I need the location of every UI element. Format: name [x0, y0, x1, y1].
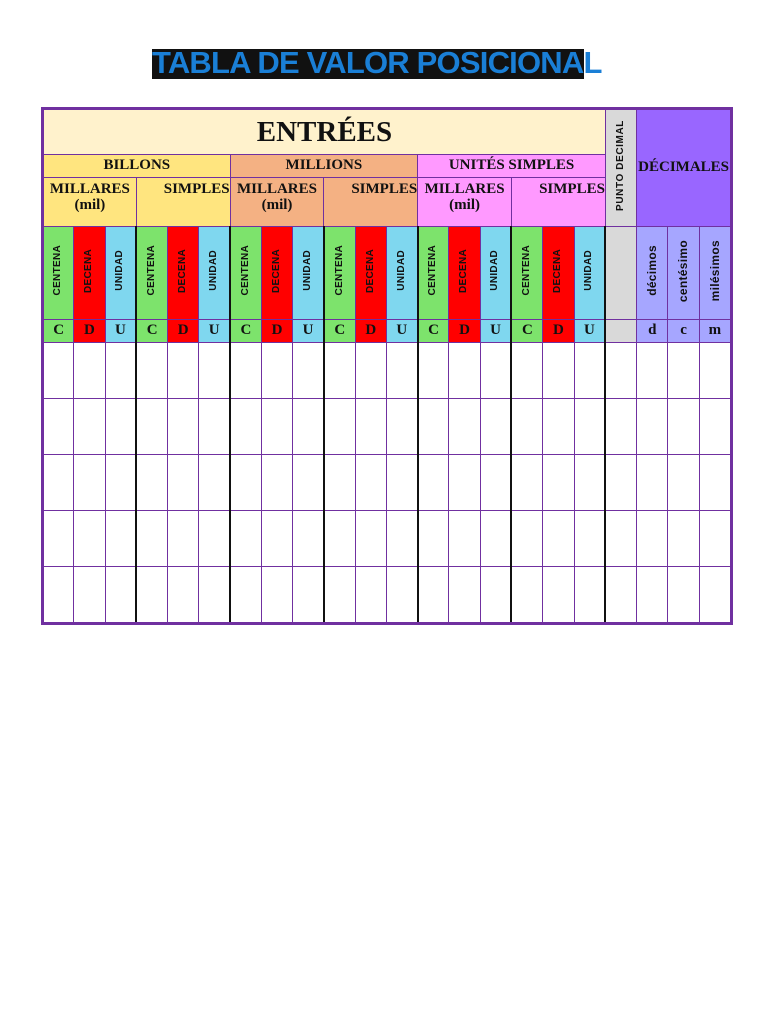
punto-decimal-cell: [605, 320, 636, 343]
column-names-row: [43, 227, 732, 320]
entry-cell[interactable]: [355, 511, 386, 567]
entry-cell[interactable]: [511, 455, 542, 511]
entry-cell[interactable]: [105, 399, 136, 455]
entry-cell[interactable]: [386, 455, 417, 511]
entry-cell[interactable]: [699, 511, 731, 567]
col-name-decena: DECENA: [355, 227, 386, 320]
entry-cell[interactable]: [136, 567, 167, 624]
entry-cell[interactable]: [637, 343, 668, 399]
entry-cell[interactable]: [386, 343, 417, 399]
col-name-unidad: UNIDAD: [574, 227, 605, 320]
millions-millares: MILLARES (mil): [230, 178, 324, 227]
entry-cell[interactable]: [74, 567, 105, 624]
col-name-unidad: UNIDAD: [105, 227, 136, 320]
entry-cell[interactable]: [480, 567, 511, 624]
entry-cell[interactable]: [168, 511, 199, 567]
col-letter-d: D: [261, 320, 292, 343]
col-letter-u: U: [199, 320, 230, 343]
entry-cell[interactable]: [449, 511, 480, 567]
entry-cell[interactable]: [511, 567, 542, 624]
entry-cell[interactable]: [324, 399, 355, 455]
col-letter-d: D: [168, 320, 199, 343]
entry-cell[interactable]: [293, 567, 324, 624]
col-letter-c: c: [668, 320, 699, 343]
table-row: [43, 511, 732, 567]
entry-cell[interactable]: [480, 511, 511, 567]
table-row: [43, 343, 732, 399]
entry-cell[interactable]: [199, 399, 230, 455]
entry-cell[interactable]: [199, 567, 230, 624]
entry-cell[interactable]: [324, 567, 355, 624]
entry-cell[interactable]: [105, 455, 136, 511]
col-letter-c: C: [324, 320, 355, 343]
col-name-centésimo: centésimo: [668, 227, 699, 320]
col-name-unidad: UNIDAD: [293, 227, 324, 320]
entry-cell[interactable]: [261, 343, 292, 399]
entry-cell[interactable]: [261, 399, 292, 455]
entry-cell[interactable]: [43, 455, 74, 511]
entry-cell[interactable]: [699, 399, 731, 455]
entry-cell[interactable]: [386, 399, 417, 455]
entry-cell[interactable]: [637, 455, 668, 511]
col-name-centena: CENTENA: [136, 227, 167, 320]
entry-cell[interactable]: [261, 455, 292, 511]
col-name-decena: DECENA: [168, 227, 199, 320]
group-billons: BILLONS: [43, 155, 231, 178]
col-name-unidad: UNIDAD: [480, 227, 511, 320]
column-letters-row: [43, 320, 732, 343]
col-name-decena: DECENA: [543, 227, 574, 320]
punto-decimal-cell: [605, 227, 636, 320]
entry-cell[interactable]: [418, 399, 449, 455]
entry-cell[interactable]: [574, 343, 605, 399]
col-name-décimos: décimos: [637, 227, 668, 320]
col-letter-c: C: [418, 320, 449, 343]
entry-cell[interactable]: [230, 399, 261, 455]
entry-cell[interactable]: [418, 455, 449, 511]
entry-cell[interactable]: [230, 567, 261, 624]
entry-cell[interactable]: [480, 343, 511, 399]
group-unites-simples: UNITÉS SIMPLES: [418, 155, 606, 178]
entry-cell[interactable]: [74, 455, 105, 511]
entry-cell[interactable]: [324, 511, 355, 567]
entry-cell[interactable]: [293, 343, 324, 399]
entry-cell[interactable]: [168, 399, 199, 455]
entry-cell[interactable]: [605, 455, 636, 511]
entry-cell[interactable]: [449, 343, 480, 399]
col-name-decena: DECENA: [449, 227, 480, 320]
col-letter-c: C: [230, 320, 261, 343]
entry-cell[interactable]: [199, 455, 230, 511]
table-row: [43, 567, 732, 624]
entry-cell[interactable]: [168, 455, 199, 511]
entry-cell[interactable]: [668, 399, 699, 455]
entry-cell[interactable]: [105, 511, 136, 567]
entry-cell[interactable]: [605, 399, 636, 455]
col-letter-c: C: [43, 320, 74, 343]
col-name-centena: CENTENA: [43, 227, 74, 320]
col-letter-d: d: [637, 320, 668, 343]
entry-cell[interactable]: [355, 399, 386, 455]
col-name-centena: CENTENA: [230, 227, 261, 320]
col-letter-u: U: [574, 320, 605, 343]
entry-cell[interactable]: [136, 455, 167, 511]
entry-cell[interactable]: [293, 455, 324, 511]
table-row: [43, 455, 732, 511]
entry-cell[interactable]: [386, 511, 417, 567]
col-letter-d: D: [449, 320, 480, 343]
entry-cell[interactable]: [43, 399, 74, 455]
entry-cell[interactable]: [355, 567, 386, 624]
entry-cell[interactable]: [324, 343, 355, 399]
entry-cell[interactable]: [105, 343, 136, 399]
entry-cell[interactable]: [543, 567, 574, 624]
entry-cell[interactable]: [230, 455, 261, 511]
entry-cell[interactable]: [293, 399, 324, 455]
col-letter-d: D: [543, 320, 574, 343]
entry-cell[interactable]: [43, 343, 74, 399]
unites-simples: SIMPLES: [511, 178, 605, 227]
col-name-decena: DECENA: [74, 227, 105, 320]
entry-cell[interactable]: [637, 567, 668, 624]
entry-cell[interactable]: [574, 399, 605, 455]
entry-cell[interactable]: [293, 511, 324, 567]
page-title: TABLA DE VALOR POSICIONAL: [152, 45, 602, 80]
entry-cell[interactable]: [543, 455, 574, 511]
entry-cell[interactable]: [105, 567, 136, 624]
col-name-unidad: UNIDAD: [386, 227, 417, 320]
col-name-milésimos: milésimos: [699, 227, 731, 320]
entry-cell[interactable]: [449, 455, 480, 511]
entry-cell[interactable]: [574, 567, 605, 624]
entry-cell[interactable]: [418, 343, 449, 399]
entry-cell[interactable]: [168, 343, 199, 399]
entry-cell[interactable]: [511, 399, 542, 455]
billons-simples: SIMPLES: [136, 178, 230, 227]
col-name-unidad: UNIDAD: [199, 227, 230, 320]
millions-simples: SIMPLES: [324, 178, 418, 227]
entry-cell[interactable]: [637, 399, 668, 455]
entry-cell[interactable]: [574, 511, 605, 567]
col-name-centena: CENTENA: [418, 227, 449, 320]
entry-cell[interactable]: [449, 399, 480, 455]
unites-millares: MILLARES (mil): [418, 178, 512, 227]
table-row: [43, 399, 732, 455]
entry-cell[interactable]: [699, 455, 731, 511]
entry-cell[interactable]: [261, 511, 292, 567]
entry-cell[interactable]: [543, 343, 574, 399]
entry-cell[interactable]: [511, 511, 542, 567]
entry-cell[interactable]: [355, 343, 386, 399]
col-letter-m: m: [699, 320, 731, 343]
entry-cell[interactable]: [136, 343, 167, 399]
col-letter-d: D: [74, 320, 105, 343]
entry-cell[interactable]: [480, 455, 511, 511]
col-letter-u: U: [386, 320, 417, 343]
entry-cell[interactable]: [386, 567, 417, 624]
entry-cell[interactable]: [355, 455, 386, 511]
entry-cell[interactable]: [74, 511, 105, 567]
entry-cell[interactable]: [261, 567, 292, 624]
entry-cell[interactable]: [74, 343, 105, 399]
entry-cell[interactable]: [324, 455, 355, 511]
entry-cell[interactable]: [136, 511, 167, 567]
entry-cell[interactable]: [168, 567, 199, 624]
entry-cell[interactable]: [418, 567, 449, 624]
col-letter-u: U: [293, 320, 324, 343]
entry-cell[interactable]: [605, 567, 636, 624]
punto-decimal-header: PUNTO DECIMAL: [605, 109, 636, 227]
entry-cell[interactable]: [230, 511, 261, 567]
entry-cell[interactable]: [543, 511, 574, 567]
entry-cell[interactable]: [668, 511, 699, 567]
entry-cell[interactable]: [605, 511, 636, 567]
entry-cell[interactable]: [668, 343, 699, 399]
entry-cell[interactable]: [668, 567, 699, 624]
col-letter-d: D: [355, 320, 386, 343]
col-letter-u: U: [105, 320, 136, 343]
entry-cell[interactable]: [605, 343, 636, 399]
entry-cell[interactable]: [699, 567, 731, 624]
billons-millares: MILLARES (mil): [43, 178, 137, 227]
entry-cell[interactable]: [699, 343, 731, 399]
entry-cell[interactable]: [543, 399, 574, 455]
entry-cell[interactable]: [574, 455, 605, 511]
entry-cell[interactable]: [136, 399, 167, 455]
decimales-header: DÉCIMALES: [637, 109, 732, 227]
col-name-centena: CENTENA: [511, 227, 542, 320]
entry-cell[interactable]: [418, 511, 449, 567]
entry-cell[interactable]: [449, 567, 480, 624]
entry-cell[interactable]: [43, 511, 74, 567]
col-name-centena: CENTENA: [324, 227, 355, 320]
entry-cell[interactable]: [74, 399, 105, 455]
col-letter-u: U: [480, 320, 511, 343]
entry-cell[interactable]: [230, 343, 261, 399]
col-letter-c: C: [136, 320, 167, 343]
col-letter-c: C: [511, 320, 542, 343]
entry-cell[interactable]: [43, 567, 74, 624]
entry-cell[interactable]: [480, 399, 511, 455]
entry-cell[interactable]: [511, 343, 542, 399]
entry-cell[interactable]: [199, 511, 230, 567]
entry-cell[interactable]: [637, 511, 668, 567]
col-name-decena: DECENA: [261, 227, 292, 320]
entry-cell[interactable]: [668, 455, 699, 511]
group-millions: MILLIONS: [230, 155, 418, 178]
entrees-header: ENTRÉES: [43, 109, 606, 155]
place-value-table: [41, 107, 733, 625]
entry-cell[interactable]: [199, 343, 230, 399]
